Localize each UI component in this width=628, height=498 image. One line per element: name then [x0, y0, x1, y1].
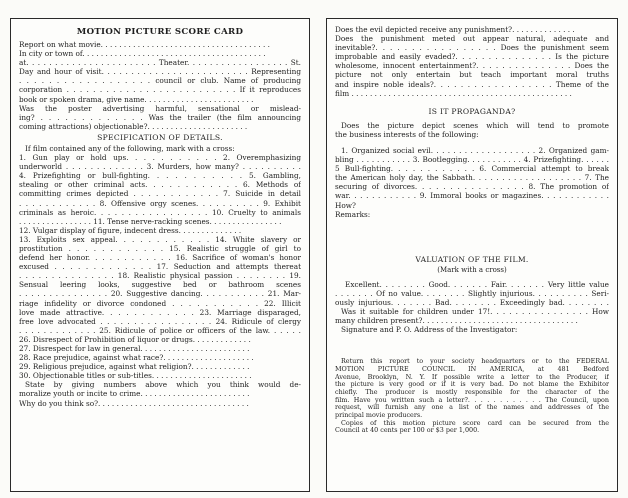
- text-line: picture not only entertain but teach important moral truths: [335, 70, 609, 80]
- valuation-list: [335, 280, 609, 335]
- text-line: In city or town of. . . . . . . . . . . . . . . . . . . . . . . . . . . . . . . . . . . . . . . .: [19, 49, 266, 59]
- right-page-content: [335, 25, 609, 487]
- text-line: committing crimes depicted . . . . . . . . . . . . 7. Suicide in detail: [19, 189, 301, 199]
- text-line: . . . . . . . . . . . . . . . 18. Realistic physical passion . . . . . . . . 19.: [19, 271, 301, 281]
- specification-heading: SPECIFICATION OF DETAILS.: [97, 132, 223, 142]
- text-line: corporation . . . . . . . . . . . . . . . . . . . . . . . . . . If it reproduces: [19, 85, 301, 95]
- score-card-title: MOTION PICTURE SCORE CARD: [76, 27, 244, 37]
- text-line: defend her honor. . . . . . . . . . . . 16. Sacrifice of woman's honor: [19, 253, 301, 263]
- header-fields: [19, 40, 301, 131]
- text-line: Remarks:: [335, 209, 371, 219]
- text-line: 1. Organized social evil. . . . . . . . . . . . . . . . . . . 2. Organized gam-: [341, 145, 609, 155]
- spacer: [335, 98, 609, 105]
- text-line: Was it suitable for children under 17!. . . . . . . . . . . . . . . . How: [341, 306, 609, 316]
- text-line: moralize youth or incite to crime. . . . . . . . . . . . . . . . . . . . . . . .: [19, 389, 250, 399]
- text-line: excused . . . . . . . . . . . . . 17. Seduction and attempts thereat: [19, 262, 301, 272]
- text-line: chiefly. The producer is mostly responsible for the character of the: [335, 389, 609, 396]
- text-line: underworld . . . . . . . . . . . . . 3. Murders, how many? . . . . . . . . . .: [19, 162, 301, 172]
- text-line: request, will furnish any one a list of the names and addresses of the: [335, 404, 609, 412]
- text-line: prostitution . . . . . . . . . . . . 15. Realistic struggle of girl to: [19, 243, 301, 253]
- spacer: [335, 139, 609, 146]
- text-line: MOTION PICTURE COUNCIL IN AMERICA, at 481 Bedford: [335, 365, 609, 373]
- spacer: [335, 334, 609, 358]
- text-line: bling . . . . . . . . . . . 3. Bootlegging. . . . . . . . . . . 4. Prizefighting. . . . . .: [335, 155, 609, 165]
- text-line: . . . . . . . . . . . . . . . . . . council or club. Name of producing: [19, 76, 301, 86]
- text-line: and inspire noble ideals?. . . . . . . . . . . . . . . . . . Theme of the: [335, 79, 609, 89]
- text-line: Council at 40 cents per 100 or $3 per 1,000.: [335, 427, 480, 435]
- text-line: film . . . . . . . . . . . . . . . . . . . . . . . . . . . . . . . . . . . . . . . . . . . . . . . .: [335, 88, 572, 98]
- valuation-heading: VALUATION OF THE FILM.: [415, 254, 529, 264]
- text-line: at. . . . . . . . . . . . . . . . . . . . . . . Theater. . . . . . . . . . . . . . . . . . St.: [19, 58, 301, 68]
- left-page: [10, 18, 310, 492]
- left-page-content: [19, 25, 301, 487]
- text-line: . . . . . . . . . . . . . 25. Ridicule of police or officers of the law. . . . . .: [19, 325, 301, 335]
- text-line: principal movie producers.: [335, 412, 423, 420]
- text-line: the American holy day, the Sabbath. . . . . . . . . . . . . . . . . . . 7. The: [335, 173, 609, 183]
- text-line: inevitable?. . . . . . . . . . . . . . . . . Does the punishment seem: [335, 43, 609, 53]
- propaganda-heading: IS IT PROPAGANDA?: [428, 106, 516, 116]
- text-line: Return this report to your society headquarters or to the FEDERAL: [341, 358, 609, 366]
- text-line: Was the poster advertising harmful, sensational or mislead-: [19, 103, 301, 113]
- text-line: free love advocated . . . . . . . . . . . . . . . . . 24. Ridicule of clergy: [19, 316, 301, 326]
- text-line: Copies of this motion picture score card can be secured from the: [341, 419, 609, 427]
- text-line: film. Have you written such a letter?. . . . . . . . . . . . The Council, upon: [335, 396, 609, 404]
- text-line: 1. Gun play or hold ups. . . . . . . . . . . 2. Overemphasizing: [19, 153, 301, 163]
- specification-list: [19, 144, 301, 408]
- text-line: improbable and easily evaded?. . . . . . . . . . . . . . . Is the picture: [335, 52, 609, 62]
- text-line: 13. Exploits sex appeal. . . . . . . . . . . . 14. White slavery or: [19, 234, 301, 244]
- text-line: war. . . . . . . . . . . . 9. Immoral books or magazines. . . . . . . . . . . .: [335, 191, 609, 201]
- text-line: 29. Religious prejudice, against what religion?. . . . . . . . . . . . .: [19, 362, 250, 372]
- text-line: book or spoken drama, give name. . . . . . . . . . . . . . . . . . . . . . . .: [19, 94, 254, 104]
- propaganda-list: [335, 121, 609, 219]
- text-line: How?: [335, 200, 356, 210]
- text-line: . . . . . . . . . . . . . . . 20. Suggestive dancing. . . . . . . . . . . 21. Mar-: [19, 289, 301, 299]
- text-line: ously injurious. . . . . . . Bad. . . . . . . . Exceedingly bad. . . . . . . .: [335, 297, 609, 307]
- text-line: . . . . . . . . . . . . . . . . 11. Tense nerve-racking scenes. . . . . . . . . . . . . . . .: [19, 216, 282, 226]
- text-line: love made attractive. . . . . . . . . . . . 23. Marriage disparaged,: [19, 307, 301, 317]
- text-line: securing of divorces. . . . . . . . . . . . . . . . 8. The promotion of: [335, 182, 609, 192]
- text-line: Does the picture depict scenes which will tend to promote: [341, 120, 609, 130]
- text-line: Day and hour of visit. . . . . . . . . . . . . . . . . . . . . . . . . Representing: [19, 67, 301, 77]
- punishment-questions: [335, 25, 609, 98]
- footer-notice: [335, 358, 609, 435]
- text-line: 26. Disrespect of Prohibition of liquor or drugs. . . . . . . . . . . . .: [19, 334, 251, 344]
- text-line: If film contained any of the following, mark with a cross:: [25, 143, 235, 153]
- text-line: the business interests of the following:: [335, 129, 479, 139]
- text-line: Signature and P. O. Address of the Investigator:: [341, 325, 518, 335]
- text-line: Does the punishment meted out appear natural, adequate and: [335, 34, 609, 44]
- text-line: criminals as heroic. . . . . . . . . . . . . . . . . 10. Cruelty to animals: [19, 207, 301, 217]
- text-line: Report on what movie. . . . . . . . . . . . . . . . . . . . . . . . . . . . . . . . . . . . .: [19, 40, 270, 49]
- text-line: Does the evil depicted receive any punishment?. . . . . . . . . . . . . .: [335, 25, 575, 34]
- text-line: Avenue, Brooklyn, N. Y. If possible write a letter to the Producer, if: [335, 373, 609, 381]
- text-line: many children present?. . . . . . . . . . . . . . . . . . . . . . . . . . . . . . . . . .: [335, 316, 578, 326]
- text-line: Excellent. . . . . . . . Good. . . . . . . Fair. . . . . . . Very little value: [345, 279, 609, 289]
- text-line: coming attractions) objectionable?. . . . . . . . . . . . . . . . . . . . . .: [19, 121, 248, 131]
- text-line: stealing or other criminal acts. . . . . . . . . . . . 6. Methods of: [19, 180, 301, 190]
- text-line: 12. Vulgar display of figure, indecent dress. . . . . . . . . . . . . .: [19, 225, 242, 235]
- right-page: [326, 18, 618, 492]
- text-line: 28. Race prejudice, against what race?. . . . . . . . . . . . . . . . . . . .: [19, 353, 254, 363]
- text-line: 27. Disrespect for law in general. . . . . . . . . . . . . . . . . . . . . . . .: [19, 344, 250, 353]
- text-line: 30. Objectionable titles or sub-titles. . . . . . . . . . . . . . . . . . . . . .: [19, 371, 252, 381]
- text-line: riage infidelity or divorce condoned . . . . . . . . . . . 22. Illicit: [19, 298, 301, 308]
- text-line: 4. Prizefighting or bull-fighting. . . . . . . . . . . 5. Gambling,: [19, 171, 301, 181]
- text-line: . . . . . . . . . . . . 8. Offensive orgy scenes. . . . . . . . . . 9. Exhibit: [19, 198, 301, 208]
- text-line: Sensual leering looks, suggestive bed or bathroom scenes: [19, 280, 301, 290]
- text-line: wholesome, innocent entertainment?. . . . . . . . . . . . . . . Does the: [335, 61, 609, 71]
- text-line: . . . . . . . Of no value. . . . . . . . Slightly injurious. . . . . . . . . . Seri-: [335, 288, 609, 298]
- text-line: the picture is very good or if it is very bad. Do not blame the Exhibitor: [335, 381, 609, 389]
- valuation-subheading: (Mark with a cross): [437, 265, 507, 274]
- text-line: Why do you think so?. . . . . . . . . . . . . . . . . . . . . . . . . . . . . . . . .: [19, 398, 249, 408]
- spacer: [335, 219, 609, 253]
- text-line: 5 Bull-fighting. . . . . . . . . . . . 6. Commercial attempt to break: [335, 164, 609, 174]
- text-line: State by giving numbers above which you think would de-: [25, 380, 301, 390]
- text-line: ing? . . . . . . . . . . . . . Was the trailer (the film announcing: [19, 112, 301, 122]
